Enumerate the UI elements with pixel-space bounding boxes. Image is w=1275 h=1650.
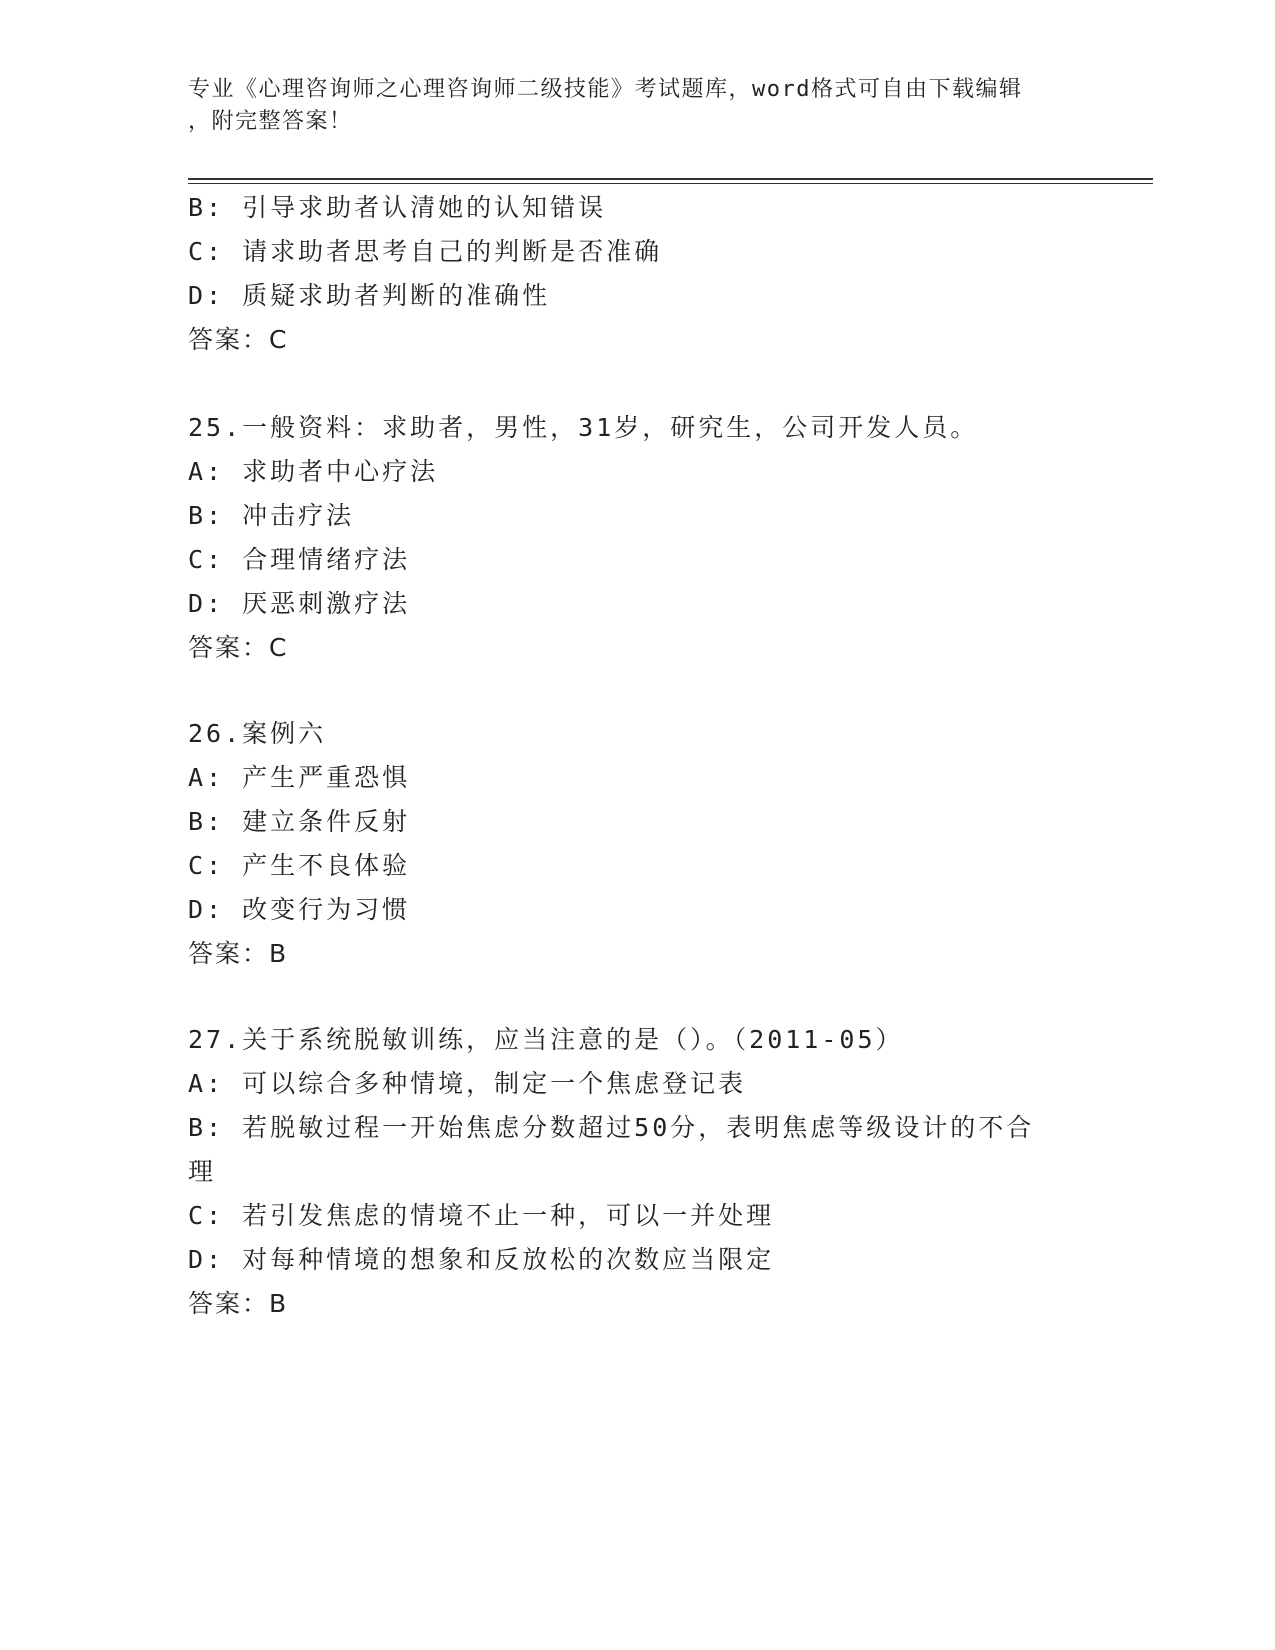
- q25-option-d: D: 厌恶刺激疗法: [188, 589, 411, 618]
- q27-answer: 答案：B: [188, 1289, 289, 1318]
- prev-option-b: B: 引导求助者认清她的认知错误: [188, 193, 607, 222]
- q25-question: 25.一般资料：求助者，男性，31岁，研究生，公司开发人员。: [188, 413, 979, 442]
- q25-option-b: B: 冲击疗法: [188, 501, 355, 530]
- header-divider-thick: [188, 178, 1153, 180]
- q26-option-a: A: 产生严重恐惧: [188, 763, 411, 792]
- prev-option-c: C: 请求助者思考自己的判断是否准确: [188, 237, 663, 266]
- header-line-2: ，附完整答案！: [188, 109, 353, 134]
- prev-answer: 答案：C: [188, 325, 289, 354]
- q27-option-d: D: 对每种情境的想象和反放松的次数应当限定: [188, 1245, 775, 1274]
- q27-option-b-line-2: 理: [188, 1157, 217, 1186]
- q26-option-c: C: 产生不良体验: [188, 851, 411, 880]
- q25-answer: 答案：C: [188, 633, 289, 662]
- header-divider-thin: [188, 183, 1153, 184]
- q26-option-b: B: 建立条件反射: [188, 807, 411, 836]
- q25-option-c: C: 合理情绪疗法: [188, 545, 411, 574]
- q26-answer: 答案：B: [188, 939, 289, 968]
- q26-option-d: D: 改变行为习惯: [188, 895, 411, 924]
- q27-question: 27.关于系统脱敏训练，应当注意的是（）。（2011-05）: [188, 1025, 904, 1054]
- document-header: [188, 74, 1088, 138]
- q26-question: 26.案例六: [188, 719, 327, 748]
- q27-option-b-line-1: B: 若脱敏过程一开始焦虑分数超过50分，表明焦虑等级设计的不合: [188, 1113, 1035, 1142]
- q27-option-a: A: 可以综合多种情境，制定一个焦虑登记表: [188, 1069, 747, 1098]
- q25-option-a: A: 求助者中心疗法: [188, 457, 439, 486]
- q27-option-c: C: 若引发焦虑的情境不止一种，可以一并处理: [188, 1201, 775, 1230]
- header-line-1: 专业《心理咨询师之心理咨询师二级技能》考试题库，word格式可自由下载编辑: [188, 77, 1023, 102]
- prev-option-d: D: 质疑求助者判断的准确性: [188, 281, 551, 310]
